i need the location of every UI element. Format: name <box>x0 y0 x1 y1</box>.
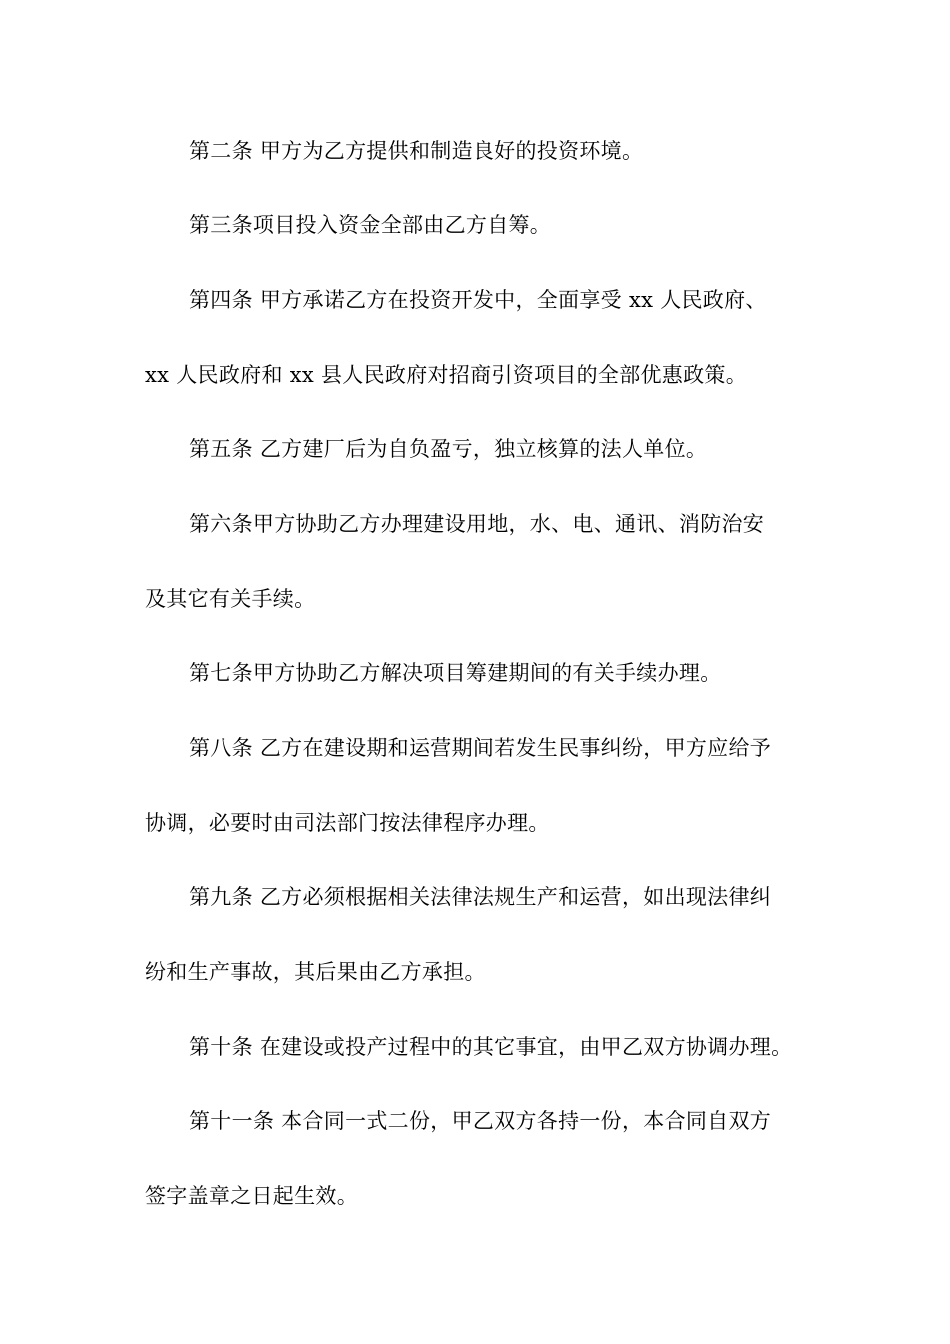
article-3-line: 第三条项目投入资金全部由乙方自筹。 <box>189 213 552 237</box>
article-11-line-2: 签字盖章之日起生效。 <box>145 1184 358 1208</box>
article-8-line-1: 第八条 乙方在建设期和运营期间若发生民事纠纷，甲方应给予 <box>189 736 772 760</box>
article-7-line: 第七条甲方协助乙方解决项目筹建期间的有关手续办理。 <box>189 661 722 685</box>
article-5-line: 第五条 乙方建厂后为自负盈亏，独立核算的法人单位。 <box>189 437 708 461</box>
article-9-line-1: 第九条 乙方必须根据相关法律法规生产和运营，如出现法律纠 <box>189 885 772 909</box>
article-6-line-1: 第六条甲方协助乙方办理建设用地，水、电、通讯、消防治安 <box>189 512 765 536</box>
article-10-line: 第十条 在建设或投产过程中的其它事宜，由甲乙双方协调办理。 <box>189 1035 793 1059</box>
article-8-line-2: 协调，必要时由司法部门按法律程序办理。 <box>145 811 550 835</box>
article-2-line: 第二条 甲方为乙方提供和制造良好的投资环境。 <box>189 139 644 163</box>
article-4-line-1: 第四条 甲方承诺乙方在投资开发中，全面享受 xx 人民政府、 <box>189 288 767 312</box>
article-9-line-2: 纷和生产事故，其后果由乙方承担。 <box>145 960 486 984</box>
article-11-line-1: 第十一条 本合同一式二份，甲乙双方各持一份，本合同自双方 <box>189 1109 772 1133</box>
article-4-line-2: xx 人民政府和 xx 县人民政府对招商引资项目的全部优惠政策。 <box>145 363 747 387</box>
article-6-line-2: 及其它有关手续。 <box>145 587 316 611</box>
